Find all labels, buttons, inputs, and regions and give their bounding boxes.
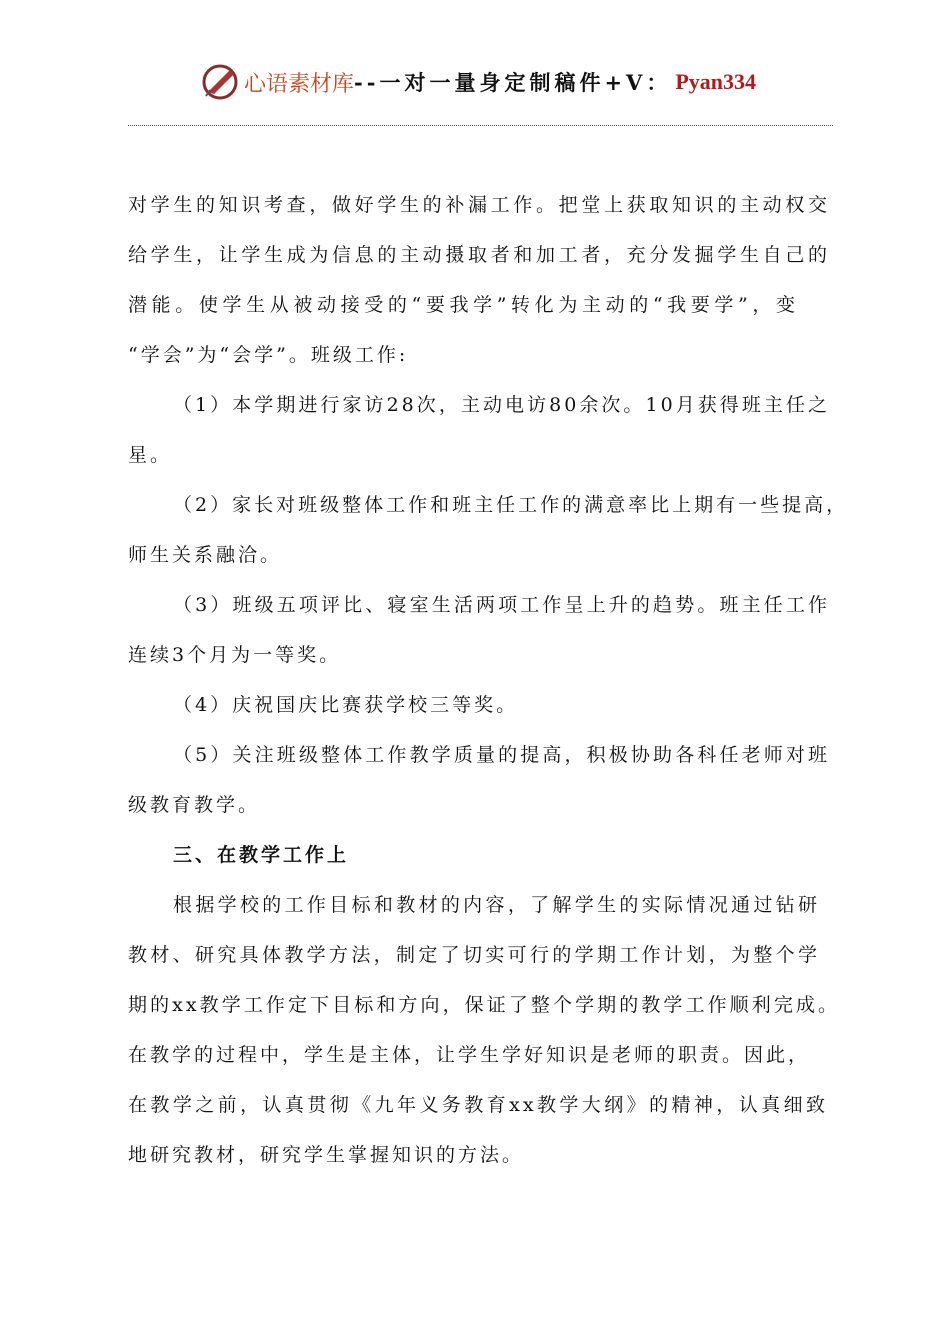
text-line: 期的xx教学工作定下目标和方向，保证了整个学期的教学工作顺利完成。 [128, 994, 840, 1016]
list-item: （2）家长对班级整体工作和班主任工作的满意率比上期有一些提高， [173, 494, 849, 516]
brand-name: 心语素材库 [244, 71, 355, 97]
text-line: 给学生，让学生成为信息的主动摄取者和加工者，充分发掘学生自己的 [128, 244, 830, 266]
quill-logo-icon [200, 62, 244, 102]
list-item: （3）班级五项评比、寝室生活两项工作呈上升的趋势。班主任工作 [173, 594, 830, 616]
text-line: 对学生的知识考查，做好学生的补漏工作。把堂上获取知识的主动权交 [128, 194, 830, 216]
list-item: （1）本学期进行家访28次，主动电访80余次。10月获得班主任之 [173, 394, 830, 416]
text-line: “学会”为“会学”。班级工作: [128, 344, 409, 366]
header-slogan: --一对一量身定制稿件+V： [354, 70, 672, 95]
text-line: 教材、研究具体教学方法，制定了切实可行的学期工作计划，为整个学 [128, 944, 820, 966]
section-heading: 三、在教学工作上 [173, 844, 350, 866]
list-item: （4）庆祝国庆比赛获学校三等奖。 [173, 694, 519, 716]
text-line: 星。 [128, 444, 173, 466]
text-line: 在教学之前，认真贯彻《九年义务教育xx教学大纲》的精神，认真细致 [128, 1094, 828, 1116]
text-line: 连续3个月为一等奖。 [128, 644, 342, 666]
text-line: 根据学校的工作目标和教材的内容，了解学生的实际情况通过钻研 [173, 894, 820, 916]
text-line: 师生关系融洽。 [128, 544, 283, 566]
text-line: 级教育教学。 [128, 794, 261, 816]
list-item: （5）关注班级整体工作教学质量的提高，积极协助各科任老师对班 [173, 744, 830, 766]
header-divider [128, 125, 833, 126]
header-contact: Pyan334 [675, 69, 757, 94]
text-line: 潜能。使学生从被动接受的“要我学”转化为主动的“我要学”，变 [128, 294, 798, 316]
text-line: 在教学的过程中，学生是主体，让学生学好知识是老师的职责。因此， [128, 1044, 811, 1066]
page-header [200, 62, 760, 102]
text-line: 地研究教材，研究学生掌握知识的方法。 [128, 1144, 525, 1166]
